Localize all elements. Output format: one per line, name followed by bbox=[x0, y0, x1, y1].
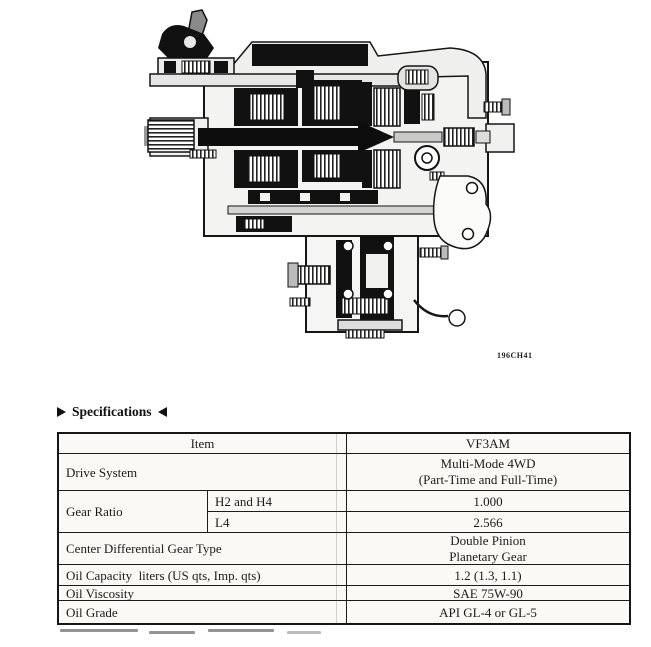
row-gear-ratio-h2h4-value: 1.000 bbox=[347, 491, 629, 512]
row-drive-system-value bbox=[347, 454, 629, 491]
row-oil-viscosity-value: SAE 75W-90 bbox=[347, 586, 629, 601]
center-diff-value-line1: Double Pinion bbox=[450, 532, 526, 548]
right-triangle-icon bbox=[57, 407, 66, 417]
header-cell-model: VF3AM bbox=[347, 434, 629, 454]
row-gear-ratio-l4-value: 2.566 bbox=[347, 512, 629, 533]
drive-system-value-line2: (Part-Time and Full-Time) bbox=[418, 472, 558, 487]
figure-code: 196CH41 bbox=[497, 351, 533, 360]
row-oil-capacity-value: 1.2 (1.3, 1.1) bbox=[347, 565, 629, 586]
extension-housing bbox=[434, 176, 491, 249]
row-oil-grade-label: Oil Grade bbox=[59, 601, 347, 623]
row-drive-system-label: Drive System bbox=[59, 454, 347, 491]
row-oil-capacity-label: Oil Capacity liters (US qts, Imp. qts) bbox=[59, 565, 347, 586]
row-gear-ratio-h2h4-label: H2 and H4 bbox=[208, 491, 347, 512]
row-oil-grade-value: API GL-4 or GL-5 bbox=[439, 604, 537, 620]
row-center-diff-label: Center Differential Gear Type bbox=[59, 533, 347, 565]
scan-smudge bbox=[60, 629, 138, 632]
row-oil-viscosity-label: Oil Viscosity bbox=[59, 586, 347, 601]
shift-linkage bbox=[414, 300, 465, 326]
row-center-diff-value bbox=[347, 533, 629, 565]
center-diff-value-line2: Planetary Gear bbox=[449, 548, 527, 564]
header-cell-item: Item bbox=[59, 434, 347, 454]
drive-system-value-line1: Multi-Mode 4WD bbox=[440, 456, 536, 471]
left-triangle-icon bbox=[158, 407, 167, 417]
specifications-heading bbox=[57, 403, 167, 421]
bolt-hole bbox=[463, 229, 474, 240]
spec-table bbox=[57, 432, 631, 625]
row-gear-ratio-l4-label: L4 bbox=[208, 512, 347, 533]
row-gear-ratio-label: Gear Ratio bbox=[59, 491, 208, 533]
scan-smudge bbox=[149, 631, 195, 634]
specifications-heading-label: Specifications bbox=[72, 404, 152, 419]
scan-smudge bbox=[208, 629, 274, 632]
shift-lever-assembly bbox=[158, 10, 234, 76]
output-flange bbox=[338, 320, 402, 338]
bolt-hole bbox=[467, 183, 478, 194]
scan-smudge bbox=[287, 631, 321, 634]
